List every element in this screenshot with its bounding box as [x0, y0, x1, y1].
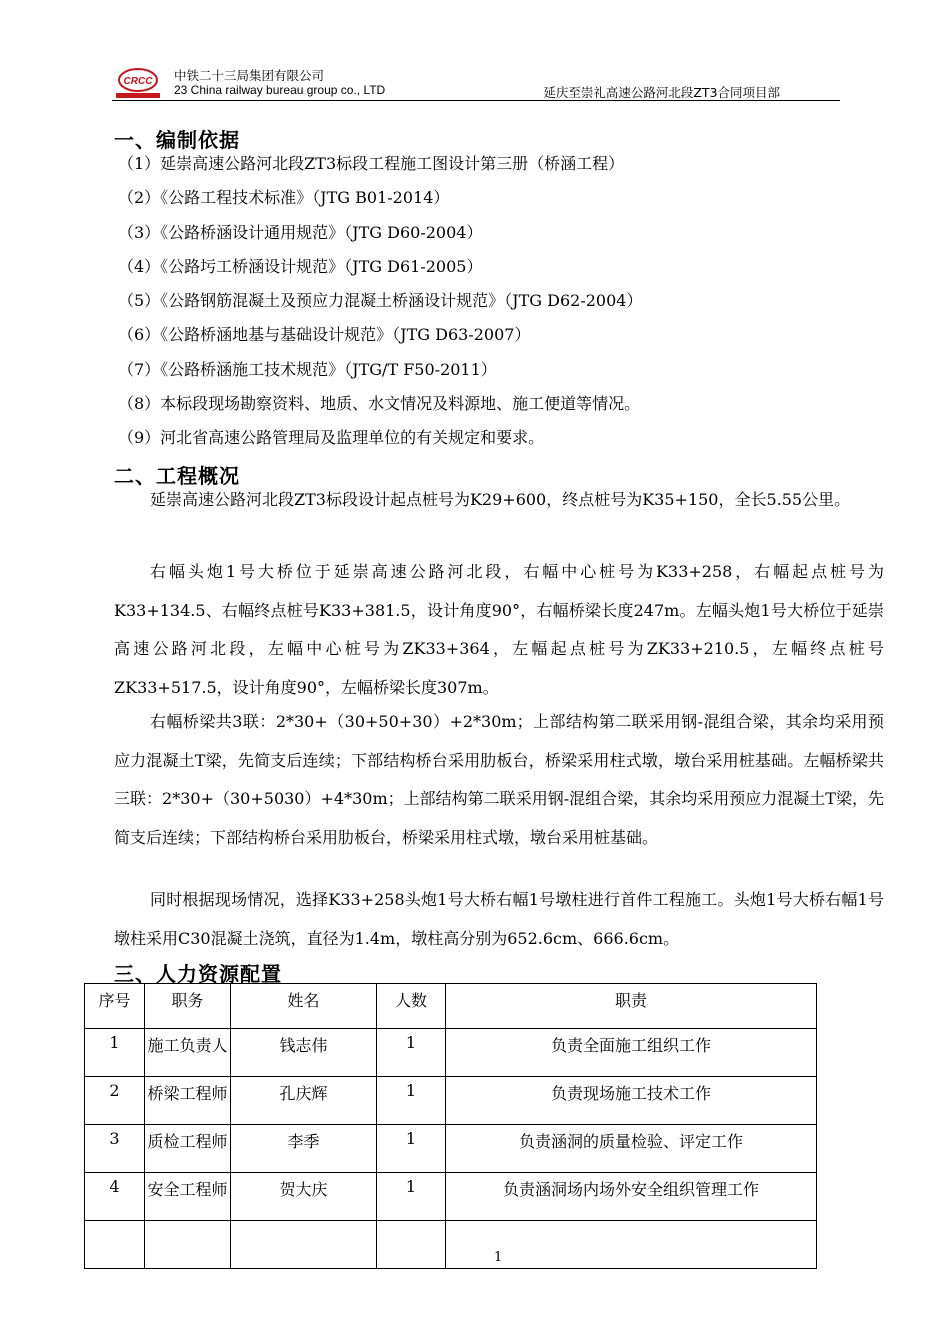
table-cell: 孔庆辉	[231, 1077, 377, 1125]
section2-title: 二、工程概况	[114, 464, 240, 488]
table-cell: 施工负责人	[145, 1029, 231, 1077]
table-row	[85, 1125, 817, 1173]
header-company-en: 23 China railway bureau group co., LTD	[174, 83, 386, 97]
table-cell: 2	[85, 1077, 145, 1125]
column-header: 职务	[145, 984, 231, 1029]
overview-paragraph: 右幅头炮1号大桥位于延崇高速公路河北段，右幅中心桩号为K33+258，右幅起点桩号为K33+134.5、右幅终点桩号K33+381.5，设计角度90°，右幅桥梁长度247m。左幅头炮1号大桥位于延崇高速公路河北段，左幅中心桩号为ZK33+364，左幅起点桩号为ZK33+210.5，左幅终点桩号ZK33+517.5，设计角度90°，左幅桥梁长度307m。	[114, 562, 884, 697]
table-cell: 负责全面施工组织工作	[446, 1029, 817, 1077]
table-cell	[231, 1221, 377, 1269]
page-number: 1	[494, 1250, 503, 1265]
page-header	[112, 64, 840, 100]
table-cell: 负责涵洞场内场外安全组织管理工作	[446, 1173, 817, 1221]
column-header: 序号	[85, 984, 145, 1029]
table-cell: 贺大庆	[231, 1173, 377, 1221]
table-row	[85, 1077, 817, 1125]
reference-item: （2）《公路工程技术标准》（JTG B01-2014）	[118, 188, 450, 208]
company-logo	[116, 66, 168, 100]
table-cell: 4	[85, 1173, 145, 1221]
section1-title: 一、编制依据	[114, 128, 240, 152]
table-cell	[85, 1221, 145, 1269]
table-row	[85, 1029, 817, 1077]
table-cell: 安全工程师	[145, 1173, 231, 1221]
table-cell	[145, 1221, 231, 1269]
staff-table	[84, 983, 817, 1269]
table-cell: 1	[85, 1029, 145, 1077]
overview-paragraph: 同时根据现场情况，选择K33+258头炮1号大桥右幅1号墩柱进行首件工程施工。头炮1号大桥右幅1号墩柱采用C30混凝土浇筑，直径为1.4m，墩柱高分别为652.6cm、666.6cm。	[114, 890, 884, 948]
overview-paragraph: 延崇高速公路河北段ZT3标段设计起点桩号为K29+600，终点桩号为K35+150，全长5.55公里。	[150, 490, 851, 509]
table-cell: 钱志伟	[231, 1029, 377, 1077]
table-cell: 1	[377, 1029, 446, 1077]
table-cell: 3	[85, 1125, 145, 1173]
column-header: 人数	[377, 984, 446, 1029]
column-header: 职责	[446, 984, 817, 1029]
reference-item: （5）《公路钢筋混凝土及预应力混凝土桥涵设计规范》（JTG D62-2004）	[118, 291, 643, 311]
reference-list	[118, 150, 642, 459]
table-cell: 负责涵洞的质量检验、评定工作	[446, 1125, 817, 1173]
logo-text: CRCC	[123, 76, 153, 87]
table-cell: 质检工程师	[145, 1125, 231, 1173]
reference-item: （4）《公路圬工桥涵设计规范》（JTG D61-2005）	[118, 256, 483, 276]
reference-item: （9）河北省高速公路管理局及监理单位的有关规定和要求。	[118, 428, 545, 448]
reference-item: （3）《公路桥涵设计通用规范》（JTG D60-2004）	[118, 222, 483, 242]
table-row	[85, 1173, 817, 1221]
section3-title: 三、人力资源配置	[114, 962, 282, 986]
table-row	[85, 1221, 817, 1269]
table-cell: 1	[377, 1077, 446, 1125]
table-cell: 1	[377, 1173, 446, 1221]
reference-item: （7）《公路桥涵施工技术规范》（JTG/T F50-2011）	[118, 359, 497, 379]
table-cell: 负责现场施工技术工作	[446, 1077, 817, 1125]
header-company-cn: 中铁二十三局集团有限公司	[174, 68, 325, 83]
table-cell: 1	[377, 1125, 446, 1173]
header-project-name: 延庆至崇礼高速公路河北段ZT3合同项目部	[543, 85, 780, 100]
header-divider	[112, 100, 840, 101]
column-header: 姓名	[231, 984, 377, 1029]
table-cell: 桥梁工程师	[145, 1077, 231, 1125]
table-cell: 李季	[231, 1125, 377, 1173]
reference-item: （1）延崇高速公路河北段ZT3标段工程施工图设计第三册（桥涵工程）	[118, 154, 625, 173]
table-header-row	[85, 984, 817, 1029]
table-cell	[377, 1221, 446, 1269]
reference-item: （8）本标段现场勘察资料、地质、水文情况及料源地、施工便道等情况。	[118, 394, 641, 414]
overview-paragraph: 右幅桥梁共3联：2*30+（30+50+30）+2*30m；上部结构第二联采用钢-混组合梁，其余均采用预应力混凝土T梁，先简支后连续；下部结构桥台采用肋板台，桥梁采用柱式墩，墩台采用桩基础。左幅桥梁共三联：2*30+（30+5030）+4*30m；上部结构第二联采用钢-混组合梁，其余均采用预应力混凝土T梁，先简支后连续；下部结构桥台采用肋板台，桥梁采用柱式墩，墩台采用桩基础。	[114, 712, 884, 847]
reference-item: （6）《公路桥涵地基与基础设计规范》（JTG D63-2007）	[118, 325, 531, 345]
